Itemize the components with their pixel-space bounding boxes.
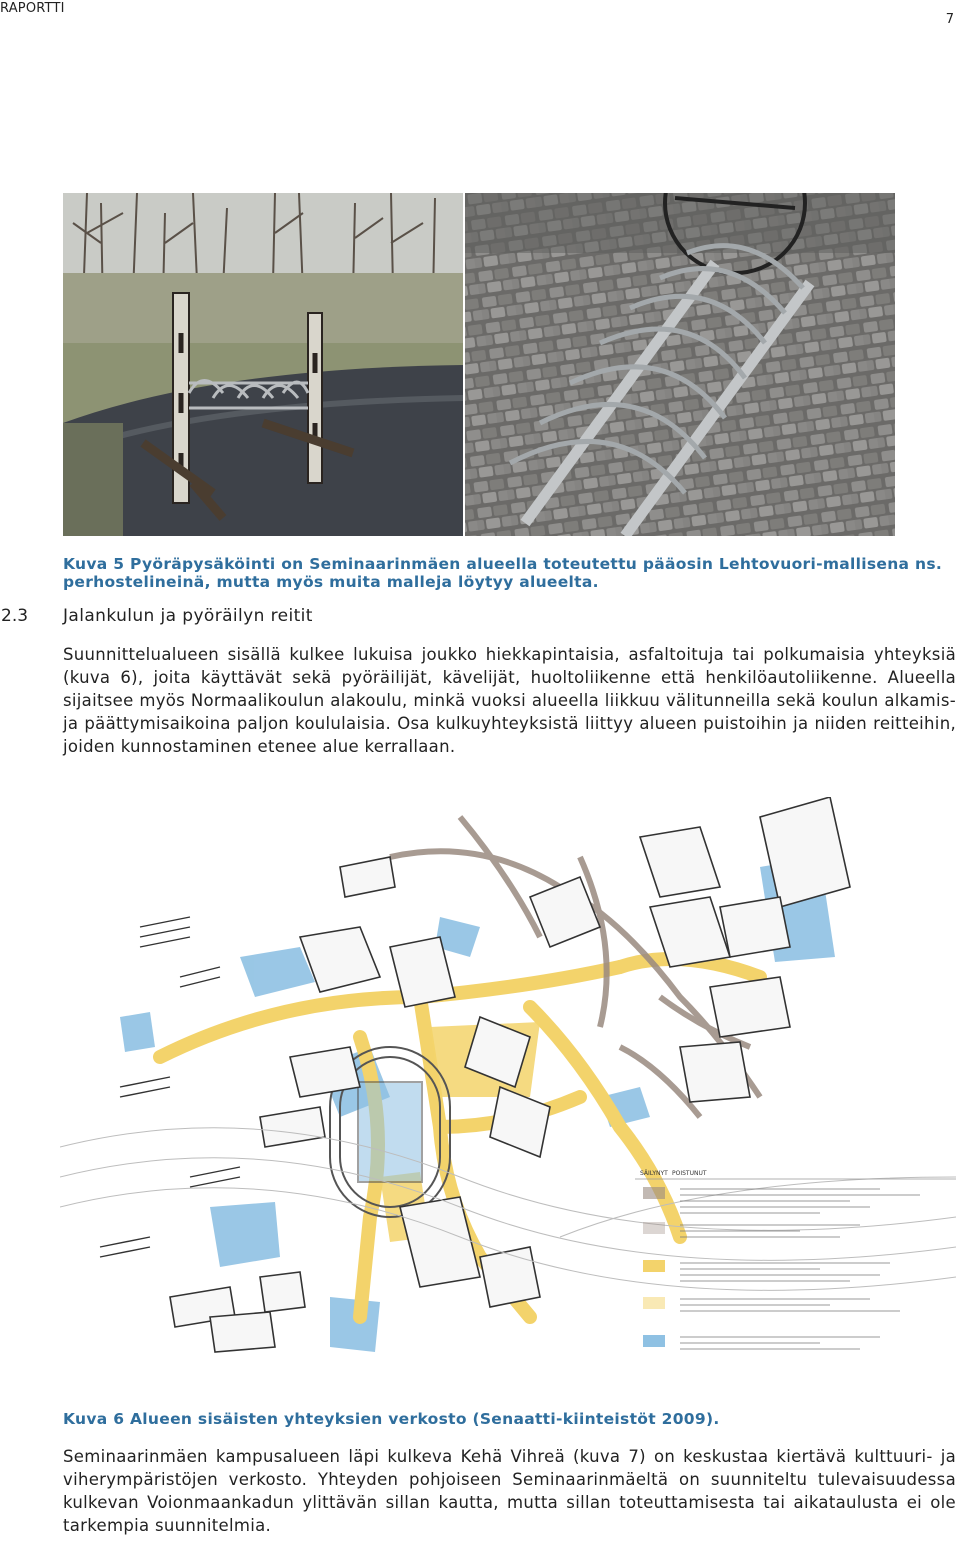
section-paragraph: Suunnittelualueen sisällä kulkee lukuisa joukko hiekkapintaisia, asfaltoituja tai polkumaisia yhteyksiä (kuva 6), joita käyttävät sekä pyöräilijät, kävelijät, huoltoliikenne että henkilöautoliikenne. Alueella sijaitsee myös Normaalikoulun alakoulu, minkä vuoksi alueella liikkuu välitunneilla sekä koulun alkamis- ja päättymisaikoina paljon koululaisia. Osa kulkuyhteyksistä liittyy alueen puistoihin ja niiden reitteihin, joiden kunnostaminen etenee alue kerrallaan. xyxy=(63,645,956,756)
photo-bike-rack-park xyxy=(63,193,463,536)
map-legend-title-kept: SÄILYNYT xyxy=(640,1170,668,1177)
campus-network-map xyxy=(60,797,956,1359)
photo-bike-rack-cobblestone xyxy=(465,193,895,536)
map-legend-title-removed: POISTUNUT xyxy=(672,1170,707,1177)
section-number: 2.3 xyxy=(1,606,29,626)
page-number: 7 xyxy=(945,12,954,27)
closing-paragraph: Seminaarinmäen kampusalueen läpi kulkeva Kehä Vihreä (kuva 7) on keskustaa kiertävä kulttuuri- ja viherympäristöjen verkosto. Yhteyden pohjoiseen Seminaarinmäeltä on suunniteltu tulevaisuudessa kulkevan Voionmaankadun ylittävän sillan kautta, mutta sillan toteuttamisesta tai aikataulusta ei ole tarkempia suunnitelmia. xyxy=(63,1447,956,1535)
section-title: Jalankulun ja pyöräilyn reitit xyxy=(63,606,313,626)
figure5-caption: Kuva 5 Pyöräpysäköinti on Seminaarinmäen alueella toteutettu pääosin Lehtovuori-mallisena ns. perhostelineinä, mutta myös muita malleja löytyy alueelta. xyxy=(63,555,943,591)
running-header: RAPORTTI xyxy=(0,1,65,16)
figure6-caption: Kuva 6 Alueen sisäisten yhteyksien verkosto (Senaatti-kiinteistöt 2009). xyxy=(63,1410,720,1428)
